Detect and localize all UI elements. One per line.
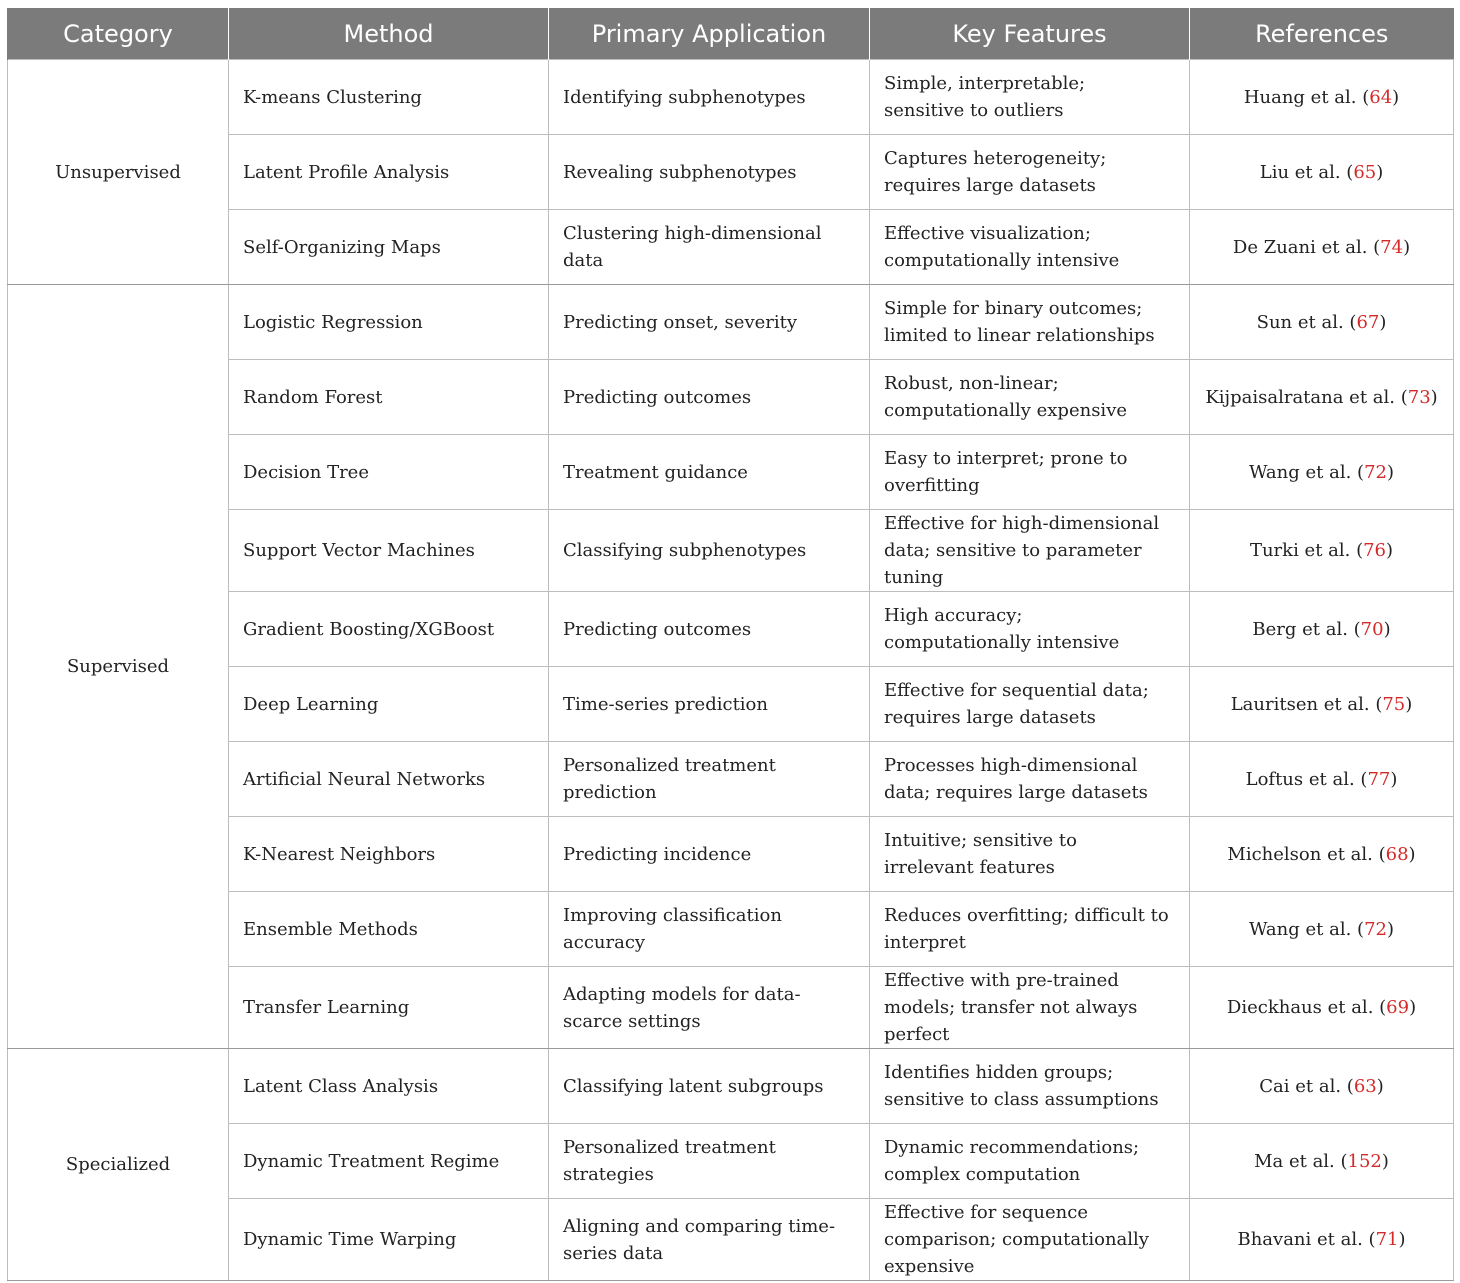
reference-cell: Bhavani et al. (71): [1190, 1199, 1454, 1281]
features-cell: Robust, non-linear; computationally expensive: [870, 360, 1190, 435]
reference-number-link[interactable]: 69: [1386, 997, 1410, 1018]
reference-cell: Liu et al. (65): [1190, 135, 1454, 210]
method-cell: Transfer Learning: [229, 967, 549, 1049]
reference-author: Kijpaisalratana et al.: [1205, 386, 1395, 408]
application-cell: Predicting outcomes: [549, 592, 870, 667]
application-cell: Classifying subphenotypes: [549, 510, 870, 592]
reference-author: De Zuani et al.: [1232, 236, 1368, 258]
reference-author: Loftus et al.: [1245, 768, 1355, 790]
features-cell: Captures heterogeneity; requires large datasets: [870, 135, 1190, 210]
reference-author: Ma et al.: [1254, 1150, 1335, 1172]
reference-author: Cai et al.: [1259, 1075, 1342, 1097]
table-row: [8, 285, 1454, 360]
reference-number-link[interactable]: 152: [1347, 1150, 1382, 1172]
method-cell: Ensemble Methods: [229, 892, 549, 967]
method-cell: K-means Clustering: [229, 60, 549, 135]
reference-cell: Ma et al. (152): [1190, 1124, 1454, 1199]
application-cell: Treatment guidance: [549, 435, 870, 510]
application-cell: Revealing subphenotypes: [549, 135, 870, 210]
table-body: [8, 60, 1454, 1281]
features-cell: Effective for high-dimensional data; sensitive to parameter tuning: [870, 510, 1190, 592]
reference-cell: Huang et al. (64): [1190, 60, 1454, 135]
reference-cell: Sun et al. (67): [1190, 285, 1454, 360]
application-cell: Adapting models for data-scarce settings: [549, 967, 870, 1049]
reference-cell: Berg et al. (70): [1190, 592, 1454, 667]
method-cell: Deep Learning: [229, 667, 549, 742]
method-cell: Gradient Boosting/XGBoost: [229, 592, 549, 667]
features-cell: Identifies hidden groups; sensitive to class assumptions: [870, 1049, 1190, 1124]
features-cell: Intuitive; sensitive to irrelevant features: [870, 817, 1190, 892]
application-cell: Aligning and comparing time-series data: [549, 1199, 870, 1281]
method-cell: Random Forest: [229, 360, 549, 435]
reference-cell: Turki et al. (76): [1190, 510, 1454, 592]
features-cell: Processes high-dimensional data; requires large datasets: [870, 742, 1190, 817]
reference-author: Lauritsen et al.: [1230, 693, 1370, 715]
reference-number-link[interactable]: 67: [1356, 311, 1380, 333]
reference-author: Berg et al.: [1252, 618, 1348, 640]
reference-cell: Wang et al. (72): [1190, 435, 1454, 510]
features-cell: Effective with pre-trained models; transfer not always perfect: [870, 967, 1190, 1049]
method-cell: Logistic Regression: [229, 285, 549, 360]
method-cell: Support Vector Machines: [229, 510, 549, 592]
header-references: References: [1190, 8, 1454, 60]
features-cell: Effective visualization; computationally intensive: [870, 210, 1190, 285]
features-cell: Effective for sequence comparison; computationally expensive: [870, 1199, 1190, 1281]
reference-number-link[interactable]: 65: [1353, 161, 1377, 183]
reference-number-link[interactable]: 74: [1380, 236, 1404, 258]
reference-number-link[interactable]: 72: [1364, 461, 1387, 483]
reference-cell: Wang et al. (72): [1190, 892, 1454, 967]
methods-table-container: [7, 8, 1453, 1281]
application-cell: Predicting incidence: [549, 817, 870, 892]
reference-number-link[interactable]: 73: [1407, 386, 1431, 408]
method-cell: Latent Class Analysis: [229, 1049, 549, 1124]
table-row: [8, 60, 1454, 135]
reference-author: Huang et al.: [1243, 86, 1357, 108]
application-cell: Predicting onset, severity: [549, 285, 870, 360]
reference-author: Wang et al.: [1248, 918, 1352, 940]
features-cell: Simple for binary outcomes; limited to linear relationships: [870, 285, 1190, 360]
reference-cell: Cai et al. (63): [1190, 1049, 1454, 1124]
reference-author: Bhavani et al.: [1237, 1229, 1363, 1250]
features-cell: Effective for sequential data; requires large datasets: [870, 667, 1190, 742]
method-cell: Self-Organizing Maps: [229, 210, 549, 285]
reference-number-link[interactable]: 76: [1363, 540, 1387, 561]
reference-number-link[interactable]: 75: [1382, 693, 1406, 715]
reference-number-link[interactable]: 64: [1369, 86, 1393, 108]
application-cell: Classifying latent subgroups: [549, 1049, 870, 1124]
application-cell: Improving classification accuracy: [549, 892, 870, 967]
features-cell: Reduces overfitting; difficult to interpret: [870, 892, 1190, 967]
reference-cell: Dieckhaus et al. (69): [1190, 967, 1454, 1049]
reference-number-link[interactable]: 71: [1375, 1229, 1399, 1250]
reference-author: Sun et al.: [1256, 311, 1344, 333]
reference-cell: De Zuani et al. (74): [1190, 210, 1454, 285]
category-cell: Supervised: [8, 285, 229, 1049]
method-cell: Artificial Neural Networks: [229, 742, 549, 817]
method-cell: Dynamic Treatment Regime: [229, 1124, 549, 1199]
reference-cell: Michelson et al. (68): [1190, 817, 1454, 892]
features-cell: High accuracy; computationally intensive: [870, 592, 1190, 667]
reference-number-link[interactable]: 68: [1385, 843, 1409, 865]
method-cell: K-Nearest Neighbors: [229, 817, 549, 892]
header-application: Primary Application: [549, 8, 870, 60]
reference-number-link[interactable]: 77: [1367, 768, 1391, 790]
category-cell: Unsupervised: [8, 60, 229, 285]
header-method: Method: [229, 8, 549, 60]
features-cell: Easy to interpret; prone to overfitting: [870, 435, 1190, 510]
reference-number-link[interactable]: 70: [1360, 618, 1384, 640]
reference-author: Dieckhaus et al.: [1226, 997, 1374, 1018]
reference-author: Michelson et al.: [1227, 843, 1373, 865]
reference-number-link[interactable]: 72: [1364, 918, 1387, 940]
table-row: [8, 1049, 1454, 1124]
reference-number-link[interactable]: 63: [1353, 1075, 1377, 1097]
application-cell: Identifying subphenotypes: [549, 60, 870, 135]
method-cell: Dynamic Time Warping: [229, 1199, 549, 1281]
application-cell: Clustering high-dimensional data: [549, 210, 870, 285]
methods-table: [7, 8, 1454, 1281]
header-features: Key Features: [870, 8, 1190, 60]
reference-author: Turki et al.: [1249, 540, 1351, 561]
reference-cell: Loftus et al. (77): [1190, 742, 1454, 817]
features-cell: Simple, interpretable; sensitive to outliers: [870, 60, 1190, 135]
reference-cell: Kijpaisalratana et al. (73): [1190, 360, 1454, 435]
reference-author: Wang et al.: [1248, 461, 1352, 483]
method-cell: Decision Tree: [229, 435, 549, 510]
application-cell: Personalized treatment prediction: [549, 742, 870, 817]
header-category: Category: [8, 8, 229, 60]
application-cell: Predicting outcomes: [549, 360, 870, 435]
application-cell: Personalized treatment strategies: [549, 1124, 870, 1199]
category-cell: Specialized: [8, 1049, 229, 1281]
features-cell: Dynamic recommendations; complex computation: [870, 1124, 1190, 1199]
application-cell: Time-series prediction: [549, 667, 870, 742]
method-cell: Latent Profile Analysis: [229, 135, 549, 210]
reference-author: Liu et al.: [1259, 161, 1341, 183]
reference-cell: Lauritsen et al. (75): [1190, 667, 1454, 742]
header-row: [8, 8, 1454, 60]
